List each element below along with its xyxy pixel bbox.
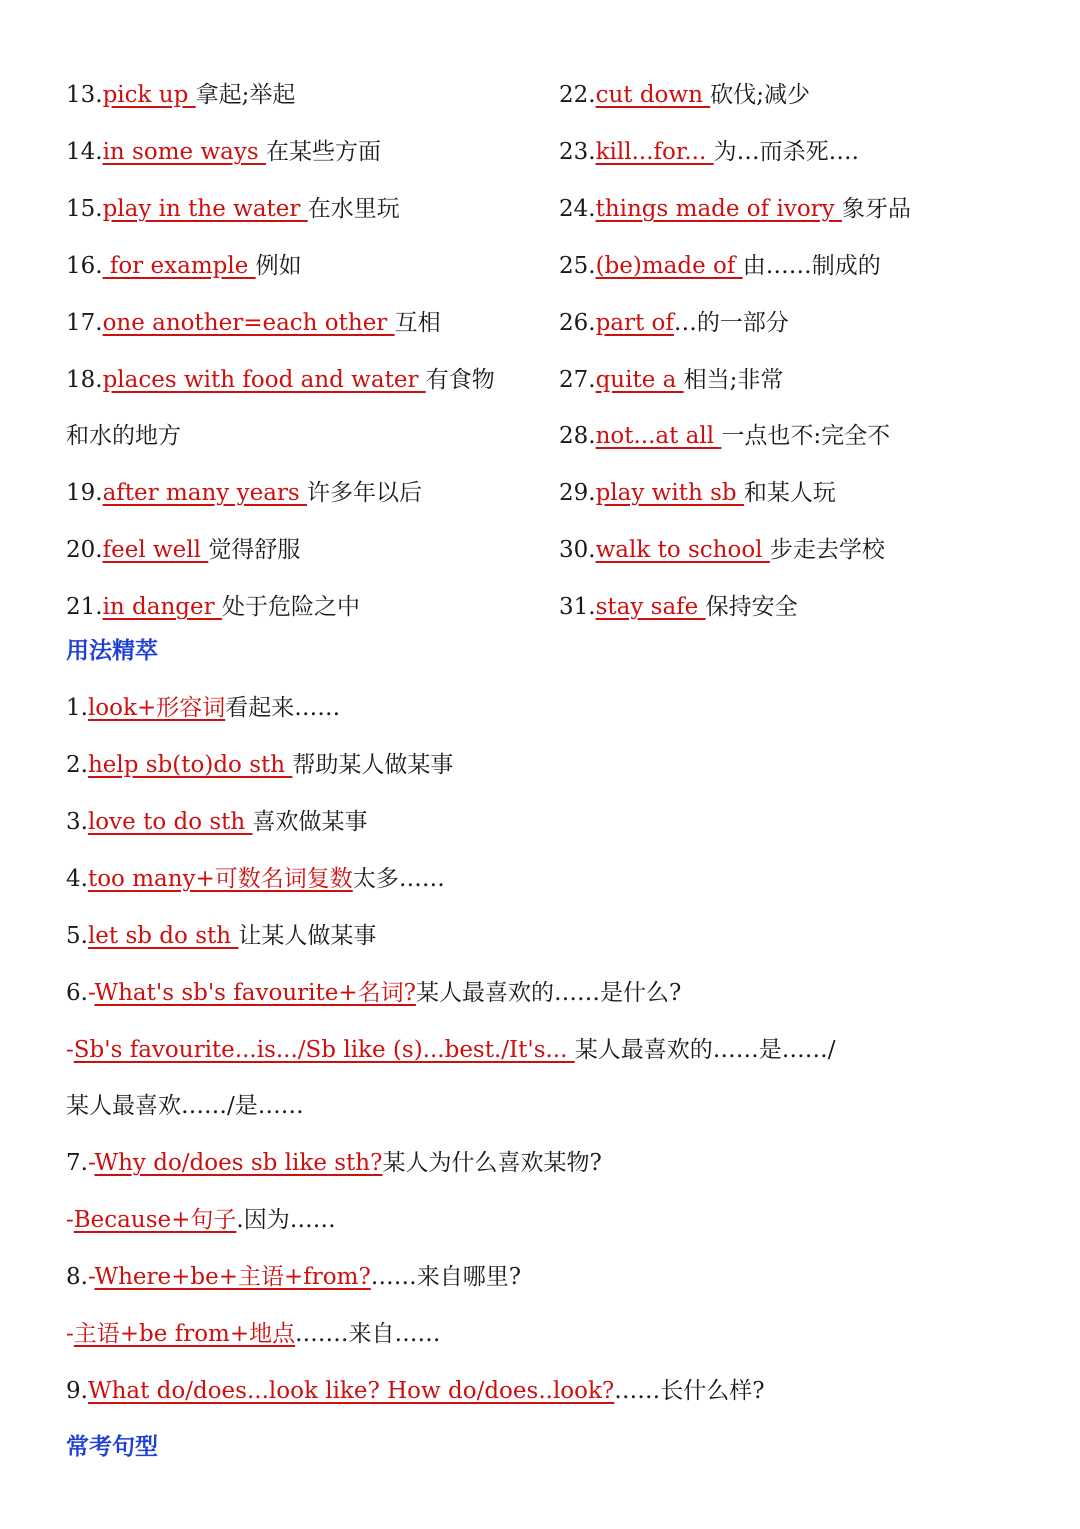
english-phrase: after many years: [102, 480, 308, 506]
phrase-item-22: [559, 80, 810, 110]
english-pattern: let sb do sth: [87, 923, 239, 949]
english-phrase: in some ways: [102, 139, 266, 165]
chinese-meaning: 在水里玩: [307, 196, 400, 222]
chinese-meaning: 拿起;举起: [195, 82, 296, 108]
usage-item-8-answer: [66, 1319, 440, 1349]
english-pattern: Because+句子: [73, 1207, 237, 1233]
chinese-meaning: 觉得舒服: [208, 537, 301, 563]
english-pattern: look+形容词: [87, 695, 226, 721]
chinese-meaning: 和某人玩: [743, 480, 836, 506]
chinese-meaning: 相当;非常: [683, 367, 784, 393]
chinese-meaning: 某人最喜欢的……是……/: [574, 1037, 836, 1063]
chinese-meaning: 保持安全: [705, 594, 798, 620]
chinese-meaning: 看起来……: [225, 695, 341, 721]
item-number: 6.: [66, 980, 88, 1006]
chinese-meaning: 互相: [394, 310, 441, 336]
item-number: 25.: [559, 253, 596, 279]
item-number: 1.: [66, 695, 88, 721]
item-number: 13.: [66, 82, 103, 108]
phrase-item-29: [559, 478, 836, 508]
english-phrase: for example: [102, 253, 256, 279]
item-number: 30.: [559, 537, 596, 563]
phrase-item-24: [559, 194, 911, 224]
item-number: 5.: [66, 923, 88, 949]
chinese-meaning: …的一部分: [673, 310, 789, 336]
chinese-meaning: 某人最喜欢……/是……: [66, 1093, 304, 1119]
chinese-meaning: 让某人做某事: [238, 923, 377, 949]
item-number: 29.: [559, 480, 596, 506]
english-phrase: play in the water: [102, 196, 308, 222]
dialogue-dash: -: [66, 1207, 74, 1233]
dialogue-dash: -: [66, 1037, 74, 1063]
english-phrase: quite a: [595, 367, 684, 393]
chinese-meaning: ……来自哪里?: [370, 1264, 522, 1290]
english-phrase: not...at all: [595, 423, 722, 449]
english-phrase: stay safe: [595, 594, 706, 620]
english-pattern: Why do/does sb like sth?: [94, 1150, 383, 1176]
english-phrase: places with food and water: [102, 367, 426, 393]
chinese-meaning: 帮助某人做某事: [292, 752, 454, 778]
english-phrase: one another=each other: [102, 310, 395, 336]
item-number: 19.: [66, 480, 103, 506]
chinese-meaning: 在某些方面: [265, 139, 381, 165]
phrase-item-14: [66, 137, 381, 167]
usage-item-4: [66, 864, 445, 894]
chinese-meaning: 处于危险之中: [221, 594, 360, 620]
item-number: 20.: [66, 537, 103, 563]
item-number: 27.: [559, 367, 596, 393]
usage-item-6-answer: [66, 1035, 836, 1065]
chinese-meaning: .……来自……: [295, 1321, 441, 1347]
phrase-item-20: [66, 535, 300, 565]
phrase-item-23: [559, 137, 859, 167]
english-pattern: What's sb's favourite+名词?: [94, 980, 416, 1006]
item-number: 24.: [559, 196, 596, 222]
english-pattern: help sb(to)do sth: [87, 752, 293, 778]
item-number: 2.: [66, 752, 88, 778]
chinese-meaning: 喜欢做某事: [252, 809, 368, 835]
phrase-item-25: [559, 251, 881, 281]
chinese-meaning: 某人为什么喜欢某物?: [382, 1150, 602, 1176]
chinese-meaning: 某人最喜欢的……是什么?: [415, 980, 682, 1006]
chinese-meaning: ……长什么样?: [614, 1378, 765, 1404]
item-number: 4.: [66, 866, 88, 892]
dialogue-dash: -: [87, 1150, 95, 1176]
dialogue-dash: -: [66, 1321, 74, 1347]
usage-item-7-answer: [66, 1205, 336, 1235]
phrase-item-18-continued: [66, 421, 181, 451]
section-heading-sentences: 常考句型: [66, 1433, 158, 1460]
english-phrase: pick up: [102, 82, 196, 108]
chinese-meaning: 太多……: [352, 866, 445, 892]
item-number: 9.: [66, 1378, 88, 1404]
chinese-meaning: 许多年以后: [307, 480, 423, 506]
phrase-item-21: [66, 592, 360, 622]
phrase-item-16: [66, 251, 302, 281]
english-phrase: things made of ivory: [595, 196, 842, 222]
phrase-item-19: [66, 478, 422, 508]
english-phrase: kill...for...: [595, 139, 714, 165]
phrase-item-18: [66, 365, 495, 395]
phrase-item-17: [66, 308, 441, 338]
chinese-meaning: 象牙品: [841, 196, 911, 222]
usage-item-1: [66, 693, 340, 723]
phrase-item-27: [559, 365, 783, 395]
english-phrase: (be)made of: [595, 253, 743, 279]
english-pattern: What do/does...look like? How do/does..look?: [87, 1378, 615, 1404]
english-phrase: walk to school: [595, 537, 770, 563]
item-number: 23.: [559, 139, 596, 165]
usage-item-3: [66, 807, 368, 837]
english-phrase: play with sb: [595, 480, 744, 506]
item-number: 8.: [66, 1264, 88, 1290]
section-heading-usage: 用法精萃: [66, 637, 158, 664]
english-pattern: love to do sth: [87, 809, 253, 835]
chinese-meaning: 例如: [255, 253, 302, 279]
phrase-item-26: [559, 308, 789, 338]
phrase-item-28: [559, 421, 890, 451]
item-number: 7.: [66, 1150, 88, 1176]
item-number: 16.: [66, 253, 103, 279]
dialogue-dash: -: [87, 980, 95, 1006]
usage-item-8-question: [66, 1262, 521, 1292]
usage-item-6-continued: [66, 1091, 304, 1121]
usage-item-7-question: [66, 1148, 602, 1178]
dialogue-dash: -: [87, 1264, 95, 1290]
chinese-meaning: 为…而杀死….: [713, 139, 859, 165]
item-number: 14.: [66, 139, 103, 165]
usage-item-6-question: [66, 978, 681, 1008]
usage-item-5: [66, 921, 376, 951]
phrase-item-13: [66, 80, 295, 110]
phrase-item-30: [559, 535, 885, 565]
english-phrase: feel well: [102, 537, 209, 563]
item-number: 28.: [559, 423, 596, 449]
item-number: 26.: [559, 310, 596, 336]
item-number: 15.: [66, 196, 103, 222]
chinese-meaning: 砍伐;减少: [710, 82, 810, 108]
item-number: 31.: [559, 594, 596, 620]
chinese-meaning: .因为……: [236, 1207, 336, 1233]
item-number: 22.: [559, 82, 596, 108]
chinese-meaning: 有食物: [425, 367, 495, 393]
english-pattern: too many+可数名词复数: [87, 866, 353, 892]
item-number: 3.: [66, 809, 88, 835]
usage-item-2: [66, 750, 453, 780]
chinese-meaning: 步走去学校: [769, 537, 885, 563]
english-phrase: part of: [595, 310, 674, 336]
english-phrase: cut down: [595, 82, 711, 108]
item-number: 18.: [66, 367, 103, 393]
english-pattern: 主语+be from+地点: [73, 1321, 296, 1347]
english-phrase: in danger: [102, 594, 222, 620]
chinese-meaning: 一点也不:完全不: [721, 423, 891, 449]
phrase-item-15: [66, 194, 400, 224]
chinese-meaning: 和水的地方: [66, 423, 181, 449]
item-number: 21.: [66, 594, 103, 620]
english-pattern: Sb's favourite...is.../Sb like (s)...best./It's...: [73, 1037, 575, 1063]
english-pattern: Where+be+主语+from?: [94, 1264, 371, 1290]
phrase-item-31: [559, 592, 798, 622]
chinese-meaning: 由……制成的: [742, 253, 881, 279]
usage-item-9: [66, 1376, 765, 1406]
item-number: 17.: [66, 310, 103, 336]
